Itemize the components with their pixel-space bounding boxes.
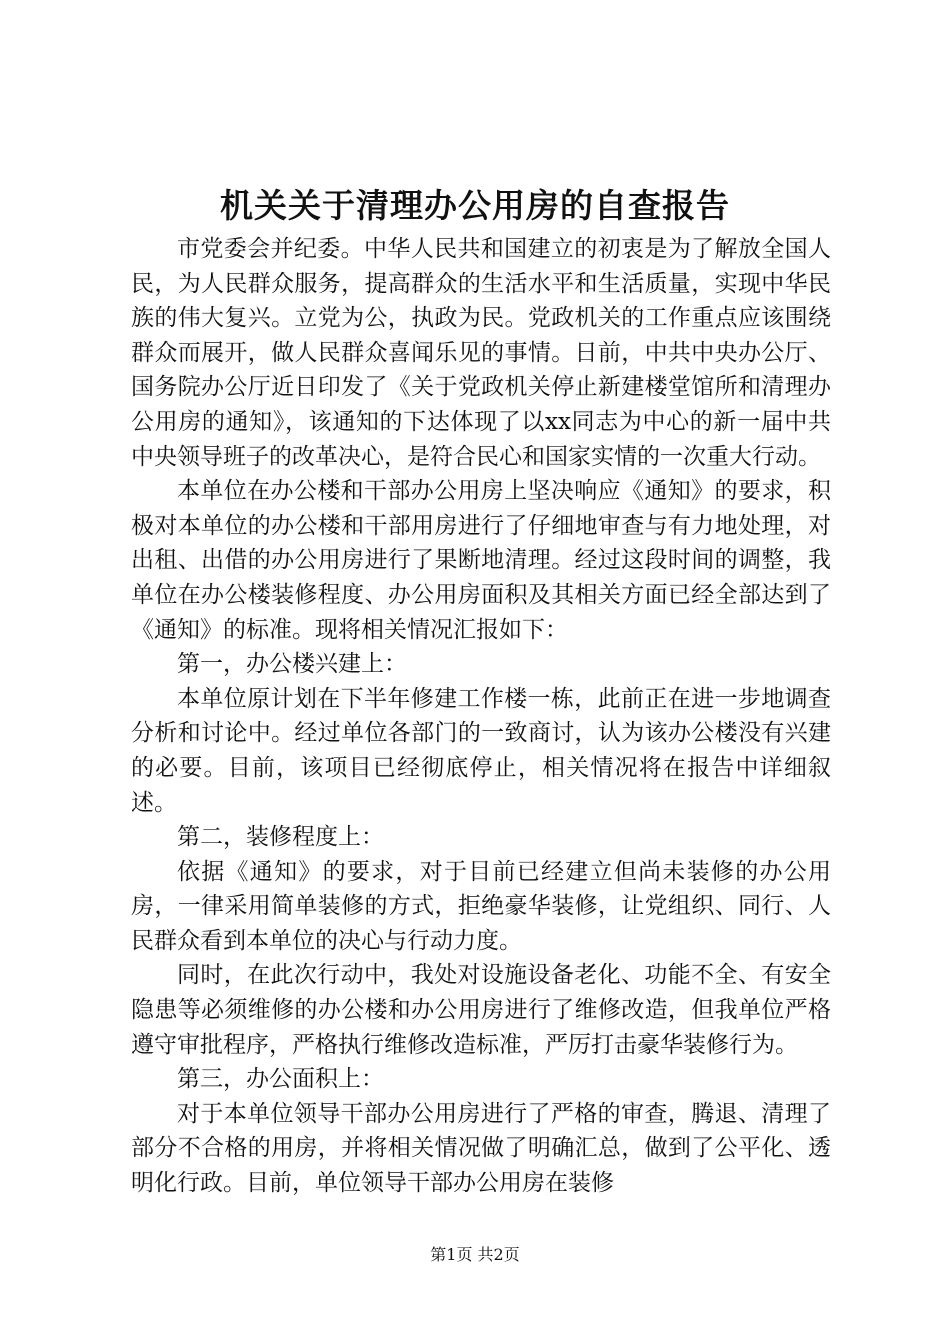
section-heading-3: 第三，办公面积上： <box>177 1066 384 1093</box>
document-title: 机关关于清理办公用房的自查报告 <box>220 186 730 225</box>
section-heading-1: 第一，办公楼兴建上： <box>177 651 407 678</box>
page-number: 第1页 共2页 <box>430 1245 520 1264</box>
section-heading-2: 第二，装修程度上： <box>177 824 384 851</box>
paragraph-area: 对于本单位领导干部办公用房进行了严格的审查，腾退、清理了部分不合格的用房，并将相关情况做了明确汇总，做到了公平化、透明化行政。目前，单位领导干部办公用房在装修 <box>131 1100 831 1197</box>
paragraph-response: 本单位在办公楼和干部办公用房上坚决响应《通知》的要求，积极对本单位的办公楼和干部用房进行了仔细地审查与有力地处理，对出租、出借的办公用房进行了果断地清理。经过这段时间的调整，我单位在办公楼装修程度、办公用房面积及其相关方面已经全部达到了《通知》的标准。现将相关情况汇报如下： <box>131 478 831 643</box>
paragraph-maintenance: 同时，在此次行动中，我处对设施设备老化、功能不全、有安全隐患等必须维修的办公楼和办公用房进行了维修改造，但我单位严格遵守审批程序，严格执行维修改造标准，严厉打击豪华装修行为。 <box>131 962 831 1058</box>
paragraph-decoration: 依据《通知》的要求，对于目前已经建立但尚未装修的办公用房，一律采用简单装修的方式，拒绝豪华装修，让党组织、同行、人民群众看到本单位的决心与行动力度。 <box>131 858 831 954</box>
document-body <box>131 232 831 1201</box>
paragraph-intro: 市党委会并纪委。中华人民共和国建立的初衷是为了解放全国人民，为人民群众服务，提高群众的生活水平和生活质量，实现中华民族的伟大复兴。立党为公，执政为民。党政机关的工作重点应该围绕群众而展开，做人民群众喜闻乐见的事情。日前，中共中央办公厅、国务院办公厅近日印发了《关于党政机关停止新建楼堂馆所和清理办公用房的通知》，该通知的下达体现了以xx同志为中心的新一届中共中央领导班子的改革决心，是符合民心和国家实情的一次重大行动。 <box>131 236 831 470</box>
paragraph-construction: 本单位原计划在下半年修建工作楼一栋，此前正在进一步地调查分析和讨论中。经过单位各部门的一致商讨，认为该办公楼没有兴建的必要。目前，该项目已经彻底停止，相关情况将在报告中详细叙述。 <box>131 685 831 816</box>
